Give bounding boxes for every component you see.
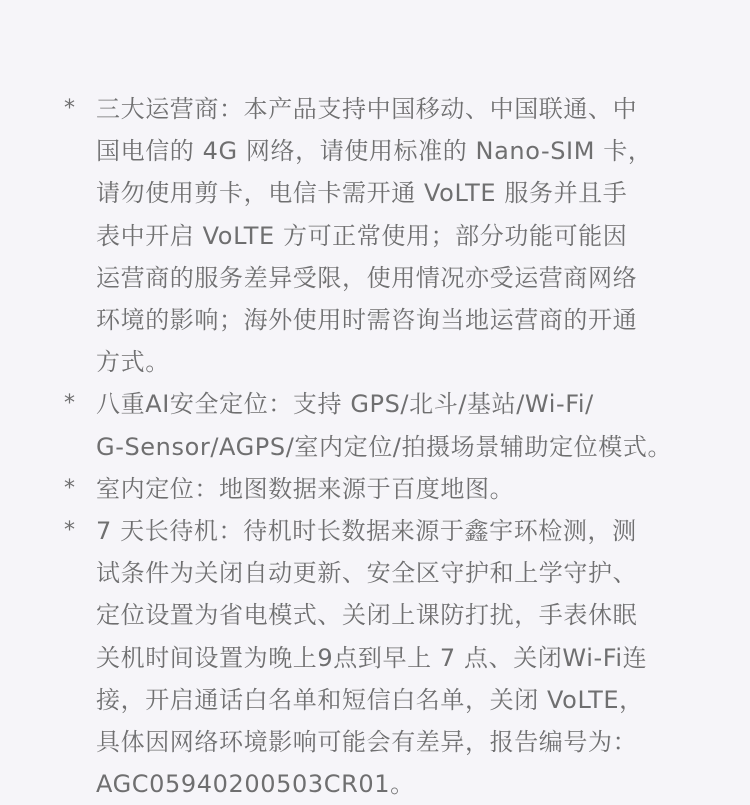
text-line: 试条件为关闭自动更新、安全区守护和上学守护、: [96, 559, 638, 588]
text-line: 三大运营商：本产品支持中国移动、中国联通、中: [96, 95, 638, 123]
footnote-text: [96, 88, 702, 383]
text-line: 具体因网络环境影响可能会有差异，报告编号为：: [96, 728, 638, 757]
footnote-text: [96, 468, 702, 510]
text-line: 定位设置为省电模式、关闭上课防打扰，手表休眠: [96, 601, 638, 630]
bullet-marker: *: [64, 391, 75, 417]
bullet-marker: *: [64, 96, 75, 121]
text-line: 八重AI安全定位：支持 GPS/北斗/基站/Wi-Fi/: [96, 390, 594, 419]
text-line: 环境的影响；海外使用时需咨询当地运营商的开通: [96, 306, 638, 335]
text-line: 关机时间设置为晚上9点到早上 7 点、关闭Wi-Fi连: [96, 643, 648, 672]
text-line: AGC05940200503CR01。: [96, 770, 415, 799]
text-line: 方式。: [96, 348, 170, 377]
text-line: 请勿使用剪卡，电信卡需开通 VoLTE 服务并且手: [96, 179, 628, 208]
text-line: 运营商的服务差异受限，使用情况亦受运营商网络: [96, 263, 638, 292]
text-line: 表中开启 VoLTE 方可正常使用；部分功能可能因: [96, 221, 628, 250]
bullet-marker: *: [64, 475, 75, 501]
footnote-positioning: [62, 383, 702, 467]
text-line: G-Sensor/AGPS/室内定位/拍摄场景辅助定位模式。: [96, 432, 673, 461]
footnote-text: [96, 383, 702, 467]
footnote-list: [62, 88, 702, 805]
bullet-marker: *: [64, 518, 75, 544]
text-line: 接，开启通话白名单和短信白名单，关闭 VoLTE，: [96, 685, 644, 714]
footnote-carriers: [62, 88, 702, 383]
footnote-text: [96, 510, 702, 805]
text-line: 7 天长待机：待机时长数据来源于鑫宇环检测，测: [96, 517, 637, 546]
footnote-standby: [62, 510, 702, 805]
footnote-indoor-positioning: [62, 468, 702, 510]
text-line: 室内定位：地图数据来源于百度地图。: [96, 474, 515, 503]
text-line: 国电信的 4G 网络，请使用标准的 Nano-SIM 卡，: [96, 137, 653, 166]
